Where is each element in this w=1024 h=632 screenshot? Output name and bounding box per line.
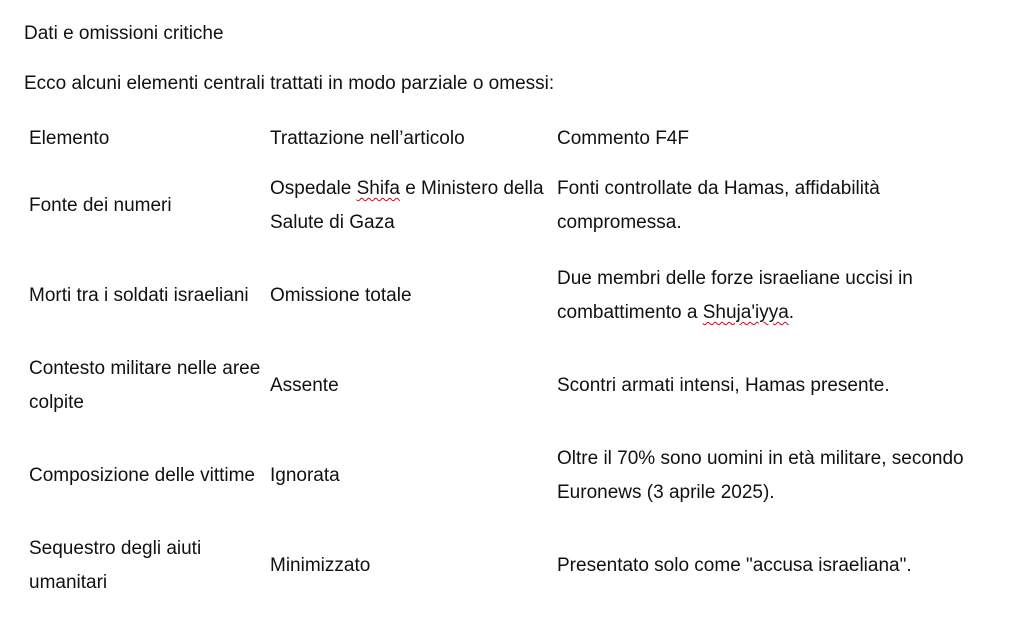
cell-comment: Oltre il 70% sono uomini in età militare, secondo Euronews (3 aprile 2025). — [557, 448, 964, 503]
intro-paragraph: Ecco alcuni elementi centrali trattati in modo parziale o omessi: — [24, 73, 555, 94]
table-row — [24, 161, 987, 251]
omissions-table — [24, 117, 987, 611]
cell-treatment: Minimizzato — [270, 555, 371, 576]
cell-element: Contesto militare nelle aree colpite — [29, 358, 261, 413]
cell-treatment: Ignorata — [270, 465, 340, 486]
spelling-flagged-word[interactable]: Shifa — [356, 178, 400, 199]
cell-comment: Fonti controllate da Hamas, affidabilità compromessa. — [557, 178, 880, 233]
cell-treatment: Omissione totale — [270, 285, 412, 306]
table-header-row — [24, 117, 987, 161]
table-row — [24, 341, 987, 431]
header-element: Elemento — [29, 128, 110, 149]
section-heading: Dati e omissioni critiche — [24, 23, 224, 44]
cell-comment: Presentato solo come "accusa israeliana". — [557, 555, 912, 576]
spelling-flagged-word[interactable]: Shuja'iyya — [702, 302, 789, 323]
header-comment: Commento F4F — [557, 128, 689, 149]
cell-treatment: Ospedale Shifa e Ministero della Salute di Gaza — [270, 178, 544, 233]
cell-element: Sequestro degli aiuti umanitari — [29, 538, 202, 593]
cell-element: Morti tra i soldati israeliani — [29, 285, 249, 306]
cell-comment: Due membri delle forze israeliane uccisi in combattimento a Shuja'iyya. — [557, 268, 913, 323]
cell-treatment: Assente — [270, 375, 339, 396]
cell-element: Composizione delle vittime — [29, 465, 255, 486]
table-row — [24, 251, 987, 341]
table-row — [24, 521, 987, 611]
header-treatment: Trattazione nell’articolo — [270, 128, 465, 149]
cell-comment: Scontri armati intensi, Hamas presente. — [557, 375, 890, 396]
table-row — [24, 431, 987, 521]
cell-element: Fonte dei numeri — [29, 195, 172, 216]
